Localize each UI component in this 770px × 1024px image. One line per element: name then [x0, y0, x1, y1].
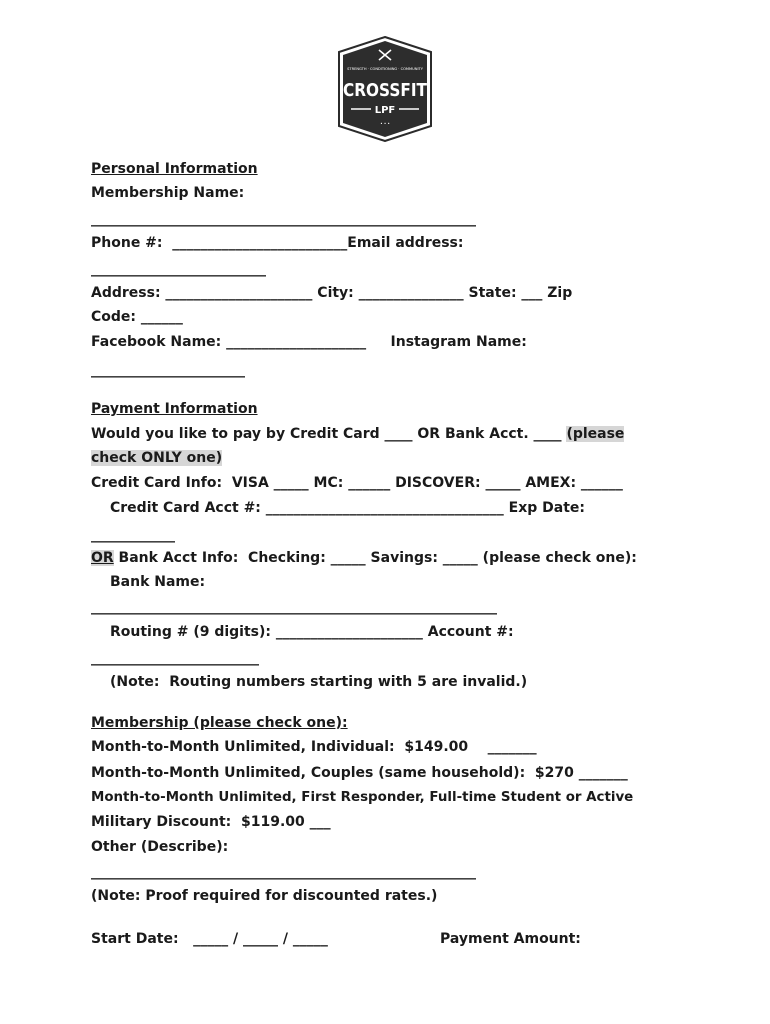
- payment-method-text: Would you like to pay by Credit Card ____ OR Bank Acct. ____: [91, 426, 567, 442]
- exp-date-field[interactable]: ____________: [91, 527, 175, 543]
- personal-info-heading: Personal Information: [91, 161, 258, 177]
- bank-acct-info-line[interactable]: [91, 549, 637, 567]
- bank-acct-info-text: Bank Acct Info: Checking: _____ Savings: _____ (please check one):: [113, 550, 637, 566]
- membership-name-label: Membership Name:: [91, 185, 245, 201]
- discount-note: (Note: Proof required for discounted rates.): [91, 888, 438, 904]
- bank-name-label: Bank Name:: [110, 574, 206, 590]
- zip-code-line[interactable]: Code: ______: [91, 309, 183, 325]
- other-label: Other (Describe):: [91, 839, 229, 855]
- membership-heading: Membership (please check one):: [91, 715, 348, 731]
- payment-info-heading: Payment Information: [91, 401, 258, 417]
- payment-amount-label: Payment Amount:: [440, 931, 581, 947]
- email-field[interactable]: _________________________: [91, 261, 266, 277]
- check-one-note-text: check ONLY one): [91, 450, 223, 466]
- membership-option-individual[interactable]: Month-to-Month Unlimited, Individual: $149.00 _______: [91, 739, 537, 755]
- logo-tagline: STRENGTH · CONDITIONING · COMMUNITY: [347, 67, 423, 71]
- phone-email-line[interactable]: Phone #: _________________________Email address:: [91, 235, 464, 251]
- membership-option-discount-price[interactable]: Military Discount: $119.00 ___: [91, 814, 331, 830]
- check-one-note: (please: [566, 426, 625, 442]
- social-line[interactable]: Facebook Name: ____________________ Instagram Name:: [91, 334, 527, 350]
- logo-sub: LPF: [374, 105, 396, 116]
- other-field[interactable]: _______________________________________________________: [91, 864, 476, 880]
- account-number-field[interactable]: ________________________: [91, 650, 259, 666]
- or-label: OR: [91, 550, 114, 566]
- credit-card-acct-line[interactable]: Credit Card Acct #: __________________________________ Exp Date:: [110, 500, 586, 516]
- membership-name-field[interactable]: _______________________________________________________: [91, 211, 476, 227]
- payment-method-question[interactable]: [91, 425, 624, 443]
- credit-card-info-line[interactable]: Credit Card Info: VISA _____ MC: ______ DISCOVER: _____ AMEX: ______: [91, 475, 623, 491]
- bank-name-field[interactable]: __________________________________________________________: [91, 599, 497, 615]
- crossfit-lpf-logo: [335, 36, 435, 142]
- routing-note: (Note: Routing numbers starting with 5 are invalid.): [110, 674, 528, 690]
- check-one-note-cont: [91, 449, 222, 467]
- instagram-field[interactable]: ______________________: [91, 362, 245, 378]
- logo-brand: CROSSFIT: [343, 80, 428, 101]
- routing-line[interactable]: Routing # (9 digits): _____________________ Account #:: [110, 624, 514, 640]
- membership-option-discount: Month-to-Month Unlimited, First Responder, Full-time Student or Active: [91, 790, 634, 805]
- start-date-line[interactable]: Start Date: _____ / _____ / _____: [91, 931, 328, 947]
- logo-dots: • • •: [380, 121, 390, 126]
- membership-option-couples[interactable]: Month-to-Month Unlimited, Couples (same household): $270 _______: [91, 765, 628, 781]
- address-line[interactable]: Address: _____________________ City: _______________ State: ___ Zip: [91, 285, 573, 301]
